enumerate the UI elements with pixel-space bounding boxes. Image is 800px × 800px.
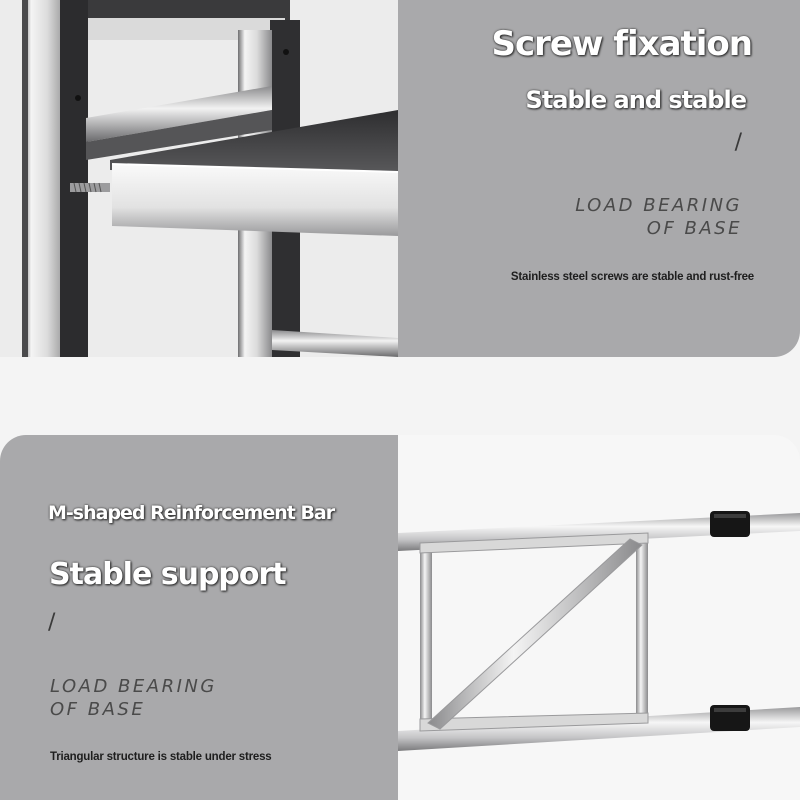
screw-fixation-photo [0, 0, 398, 357]
reinforcement-text-panel [0, 435, 398, 800]
caption-line-1: LOAD BEARING [575, 195, 742, 216]
caption-line-2: OF BASE [646, 218, 742, 239]
reinforcement-note: Triangular structure is stable under stress [50, 751, 272, 763]
reinforcement-bar-illustration [398, 435, 800, 800]
caption-line-1: LOAD BEARING [50, 676, 217, 697]
reinforcement-bar-photo [398, 435, 800, 800]
screw-fixation-text-panel [398, 0, 800, 357]
shelf-frame-illustration [0, 0, 398, 357]
reinforcement-subtitle: Stable support [49, 557, 286, 592]
slash-divider: / [734, 130, 742, 155]
slash-divider: / [48, 610, 56, 635]
screw-fixation-title: Screw fixation [491, 24, 752, 64]
screw-fixation-subtitle: Stable and stable [525, 86, 746, 114]
load-bearing-caption [575, 194, 742, 240]
reinforcement-title: M-shaped Reinforcement Bar [48, 502, 335, 524]
screw-fixation-note: Stainless steel screws are stable and rust-free [510, 271, 754, 283]
load-bearing-caption [50, 675, 217, 721]
caption-line-2: OF BASE [50, 699, 146, 720]
